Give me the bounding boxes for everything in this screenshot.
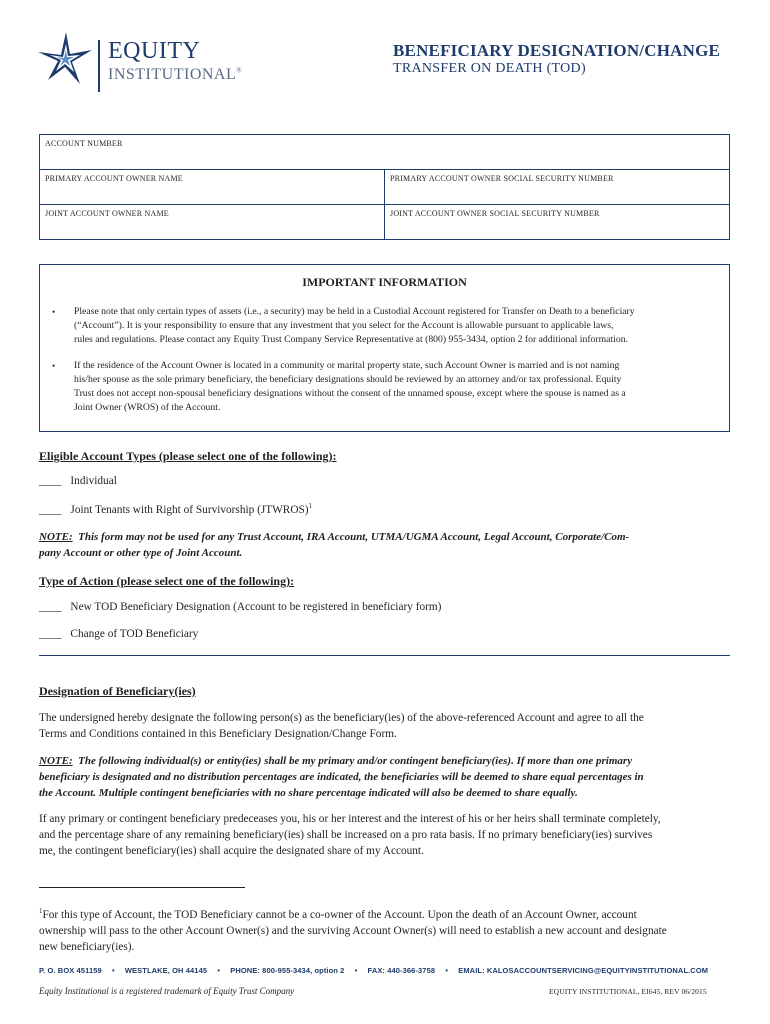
joint-owner-name-label: JOINT ACCOUNT OWNER NAME bbox=[45, 209, 169, 218]
joint-owner-ssn-field[interactable] bbox=[385, 205, 729, 239]
bullet-2-line: Joint Owner (WROS) of the Account. bbox=[74, 402, 221, 413]
form-title: BENEFICIARY DESIGNATION/CHANGE bbox=[393, 41, 721, 60]
bullet-1-text bbox=[74, 305, 719, 347]
bullet-2-marker: • bbox=[52, 361, 56, 371]
bullet-2-line: If the residence of the Account Owner is located in a community or marital property state, such Account Owner is married and is not naming bbox=[74, 360, 620, 371]
footnote-line: For this type of Account, the TOD Beneficiary cannot be a co-owner of the Account. Upon the death of an Account Owner, account bbox=[42, 908, 637, 921]
footer-fax: FAX: 440-366-3758 bbox=[367, 966, 436, 975]
designation-paragraph-2 bbox=[39, 811, 730, 859]
paragraph-line: Terms and Conditions contained in this Beneficiary Designation/Change Form. bbox=[39, 728, 397, 740]
checkbox-blank[interactable]: ____ bbox=[39, 601, 62, 613]
section-divider bbox=[39, 655, 730, 656]
option-label: Change of TOD Beneficiary bbox=[70, 628, 199, 640]
paragraph-line: and the percentage share of any remaining beneficiary(ies) shall be increased on a pro rata basis. If no primary beneficiary(ies) survives bbox=[39, 829, 653, 841]
primary-owner-row bbox=[40, 170, 729, 205]
bullet-1-line: rules and regulations. Please contact any Equity Trust Company Service Representative at (800) 955-3434, option 2 for additional information. bbox=[74, 334, 628, 345]
account-number-row bbox=[40, 135, 729, 170]
eligible-account-heading: Eligible Account Types (please select one of the following): bbox=[39, 449, 337, 463]
eligible-option-jtwros[interactable] bbox=[39, 502, 312, 516]
trademark-notice: Equity Institutional is a registered trademark of Equity Trust Company bbox=[39, 986, 295, 996]
primary-owner-name-field[interactable] bbox=[40, 170, 384, 204]
footer-po-box: P. O. BOX 451159 bbox=[39, 966, 102, 975]
checkbox-blank[interactable]: ____ bbox=[39, 628, 62, 640]
joint-owner-ssn-label: JOINT ACCOUNT OWNER SOCIAL SECURITY NUMBER bbox=[390, 209, 600, 218]
note-label: NOTE: bbox=[39, 755, 73, 767]
footnote-line: ownership will pass to the other Account Owner(s) and the surviving Account Owner(s) will need to establish a new account and designate bbox=[39, 924, 667, 937]
footnote-rule bbox=[39, 887, 245, 888]
designation-paragraph-1 bbox=[39, 710, 730, 742]
designation-heading: Designation of Beneficiary(ies) bbox=[39, 684, 196, 698]
account-number-label: ACCOUNT NUMBER bbox=[45, 139, 123, 148]
contact-footer bbox=[39, 966, 730, 975]
bullet-1-line: (“Account”). It is your responsibility to ensure that any investment that you select for the Account is allowable pursuant to applicable laws, bbox=[74, 320, 614, 331]
primary-owner-ssn-label: PRIMARY ACCOUNT OWNER SOCIAL SECURITY NUMBER bbox=[390, 174, 614, 183]
form-subtitle: TRANSFER ON DEATH (TOD) bbox=[393, 61, 586, 76]
bullet-2-line: Trust does not accept non-spousal beneficiary designations without the consent of the unnamed spouse, except where the spouse is named as a bbox=[74, 388, 626, 399]
footnote-marker: 1 bbox=[39, 907, 43, 915]
logo-wordmark-institutional: INSTITUTIONAL® bbox=[108, 66, 243, 83]
paragraph-line: me, the contingent beneficiary(ies) shall acquire the designated share of my Account. bbox=[39, 845, 424, 857]
important-information-box bbox=[39, 264, 730, 432]
footer-phone: PHONE: 800-955-3434, option 2 bbox=[230, 966, 345, 975]
eligible-note bbox=[39, 529, 730, 561]
option-label: Individual bbox=[70, 475, 117, 487]
footnote-ref: 1 bbox=[308, 502, 313, 510]
paragraph-line: If any primary or contingent beneficiary predeceases you, his or her interest and the interest of his or her heirs shall terminate completely, bbox=[39, 813, 661, 825]
paragraph-line: The undersigned hereby designate the following person(s) as the beneficiary(ies) of the above-referenced Account and agree to all the bbox=[39, 712, 644, 724]
logo-divider bbox=[98, 40, 100, 92]
note-label: NOTE: bbox=[39, 531, 73, 543]
action-option-change[interactable] bbox=[39, 628, 198, 640]
checkbox-blank[interactable]: ____ bbox=[39, 503, 62, 516]
bullet-1-marker: • bbox=[52, 307, 56, 317]
designation-note bbox=[39, 753, 730, 801]
joint-owner-name-field[interactable] bbox=[40, 205, 384, 239]
equity-star-logo-icon bbox=[36, 30, 94, 88]
checkbox-blank[interactable]: ____ bbox=[39, 475, 62, 487]
footer-separator: • bbox=[111, 966, 115, 975]
action-option-new[interactable] bbox=[39, 601, 441, 613]
footer-separator: • bbox=[217, 966, 221, 975]
footer-separator: • bbox=[445, 966, 449, 975]
bullet-2-text bbox=[74, 359, 719, 415]
important-information-title: IMPORTANT INFORMATION bbox=[302, 275, 467, 289]
note-line: the Account. Multiple contingent beneficiaries with no share percentage indicated will also be deemed to share equally. bbox=[39, 787, 578, 799]
footer-city: WESTLAKE, OH 44145 bbox=[124, 966, 208, 975]
bullet-1-line: Please note that only certain types of assets (i.e., a security) may be held in a Custodial Account registered for Transfer on Death to a beneficiary bbox=[74, 306, 635, 317]
note-line: beneficiary is designated and no distribution percentages are indicated, the beneficiaries will be deemed to share equal percentages in bbox=[39, 771, 644, 783]
option-label: New TOD Beneficiary Designation (Account to be registered in beneficiary form) bbox=[70, 601, 442, 613]
primary-owner-name-label: PRIMARY ACCOUNT OWNER NAME bbox=[45, 174, 183, 183]
account-info-table bbox=[39, 134, 730, 240]
footnote-line: new beneficiary(ies). bbox=[39, 940, 135, 953]
form-id: EQUITY INSTITUTIONAL, EI645, REV 06/2015 bbox=[549, 987, 707, 996]
eligible-option-individual[interactable] bbox=[39, 475, 117, 487]
type-of-action-heading: Type of Action (please select one of the following): bbox=[39, 574, 295, 588]
note-line: This form may not be used for any Trust Account, IRA Account, UTMA/UGMA Account, Legal Account, Corporate/Com- bbox=[78, 531, 630, 543]
footer-email: EMAIL: KALOSACCOUNTSERVICING@EQUITYINSTITUTIONAL.COM bbox=[458, 966, 709, 975]
footnote bbox=[39, 903, 730, 955]
account-number-field[interactable] bbox=[40, 135, 729, 169]
note-line: pany Account or other type of Joint Account. bbox=[39, 547, 243, 559]
note-line: The following individual(s) or entity(ies) shall be my primary and/or contingent beneficiary(ies). If more than one primary bbox=[78, 755, 633, 767]
option-label: Joint Tenants with Right of Survivorship (JTWROS) bbox=[70, 503, 309, 516]
bullet-2-line: his/her spouse as the sole primary beneficiary, the beneficiary designations should be reviewed by an attorney and/or tax professional. Equity bbox=[74, 374, 622, 385]
joint-owner-row bbox=[40, 205, 729, 239]
logo-wordmark-equity: EQUITY bbox=[108, 38, 201, 64]
primary-owner-ssn-field[interactable] bbox=[385, 170, 729, 204]
footer-separator: • bbox=[354, 966, 358, 975]
